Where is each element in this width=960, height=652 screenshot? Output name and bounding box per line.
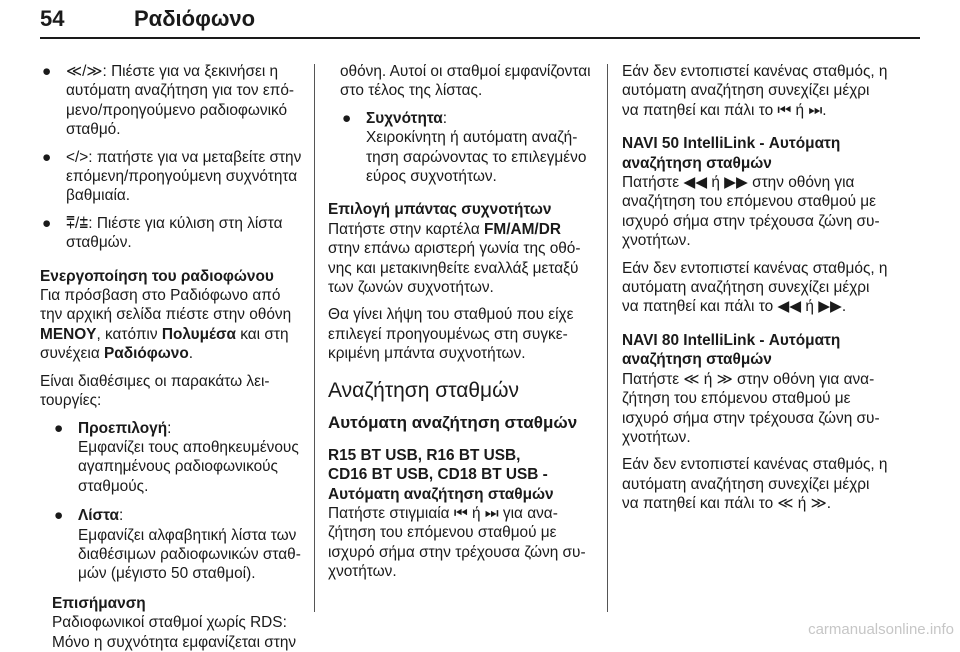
list-desc: Εμφανίζει αλφαβητική λίστα των διαθέσιμων ραδιοφωνικών σταθμών (μέγιστο 50 σταθμοί). <box>78 526 301 583</box>
text-span: και στη συνέχεια <box>40 325 289 363</box>
bullet-text: : Πιέστε για κύλιση στη λίστα σταθμών. <box>66 214 283 252</box>
paragraph-access <box>40 286 302 364</box>
paragraph-not-found-1: Εάν δεν εντοπιστεί κανένας σταθμός, η αυτόματη αναζήτηση συνεχίζει μέχρι να πατηθεί και πάλι το ⏮ ή ⏭. <box>622 63 888 119</box>
bullet-dot: ● <box>54 507 64 525</box>
text-span: Πατήστε στην καρτέλα <box>328 220 484 238</box>
bullet-list <box>40 506 302 525</box>
bullet-frequency <box>328 109 594 128</box>
paragraph-band-recall: Θα γίνει λήψη του σταθμού που είχε επιλεγεί προηγουμένως στη συγκεκριμένη μπάντα συχνοτήτων. <box>328 306 574 363</box>
preset-term: Προεπιλογή <box>78 419 168 437</box>
heading-models-2: CD16 BT USB, CD18 BT USB - <box>328 466 548 484</box>
paragraph-band <box>328 220 594 298</box>
column-3 <box>622 62 888 522</box>
heading-navi50-1: NAVI 50 IntelliLink - Αυτόματη <box>622 135 841 153</box>
text-span: : <box>442 109 448 127</box>
bullet-step <box>40 148 302 206</box>
bullet-dot: ● <box>42 214 52 232</box>
note-text: Ραδιοφωνικοί σταθμοί χωρίς RDS: Μόνο η συχνότητα εμφανίζεται στην <box>52 614 297 651</box>
heading-station-search: Αναζήτηση σταθμών <box>328 378 520 402</box>
step-icon: </> <box>66 148 89 166</box>
menu-term: MENOY <box>40 325 97 343</box>
heading-models-3: Αυτόματη αναζήτηση σταθμών <box>328 485 554 503</box>
page-header <box>40 6 920 36</box>
bullet-dot: ● <box>42 63 52 80</box>
column-2 <box>328 62 594 590</box>
watermark: carmanualsonline.info <box>808 621 954 638</box>
bullet-dot: ● <box>42 148 52 166</box>
bullet-text: : πατήστε για να μεταβείτε στην επόμενη/προηγούμενη συχνότητα βαθμιαία. <box>66 148 302 205</box>
bullet-dot: ● <box>342 109 352 127</box>
text-span: Για πρόσβαση στο Ραδιόφωνο από την αρχική σελίδα πιέστε στην οθόνη <box>40 287 292 324</box>
bullet-scroll <box>40 214 302 253</box>
header-rule <box>40 37 920 39</box>
heading-auto-search: Αυτόματη αναζήτηση σταθμών <box>328 412 578 432</box>
text-span: . <box>188 345 194 363</box>
paragraph-functions: Είναι διαθέσιμες οι παρακάτω λειτουργίες: <box>40 372 270 410</box>
bullet-text: : Πιέστε για να ξεκινήσει η αυτόματη αναζήτηση για τον επόμενο/προηγούμενο ραδιοφωνικό σταθμό. <box>66 63 295 139</box>
page-number: 54 <box>40 6 65 31</box>
frequency-desc: Χειροκίνητη ή αυτόματη αναζήτηση σαρώνοντας το επιλεγμένο εύρος συχνοτήτων. <box>366 129 587 186</box>
note-continuation: οθόνη. Αυτοί οι σταθμοί εμφανίζονται στο τέλος της λίστας. <box>340 63 591 100</box>
bullet-preset <box>40 419 302 438</box>
paragraph-models-seek: Πατήστε στιγμιαία ⏮ ή ⏭ για αναζήτηση του επόμενου σταθμού με ισχυρό σήμα στην τρέχουσα ζώνη συχνοτήτων. <box>328 504 586 581</box>
text-span: : <box>167 419 172 437</box>
heading-models-1: R15 BT USB, R16 BT USB, <box>328 446 521 464</box>
bullet-seek <box>40 62 302 140</box>
column-divider-2 <box>607 64 608 612</box>
text-span: , κατόπιν <box>96 325 162 343</box>
text-span: στην επάνω αριστερή γωνία της οθόνης και μετακινηθείτε εναλλάξ μεταξύ των ζωνών συχνοτήτων. <box>328 240 581 297</box>
list-term: Λίστα <box>78 507 119 525</box>
heading-navi50-2: αναζήτηση σταθμών <box>622 154 772 172</box>
column-1 <box>40 62 302 652</box>
multimedia-term: Πολυμέσα <box>161 325 236 343</box>
paragraph-not-found-2: Εάν δεν εντοπιστεί κανένας σταθμός, η αυτόματη αναζήτηση συνεχίζει μέχρι να πατηθεί και πάλι το ◀◀ ή ▶▶. <box>622 259 888 316</box>
note-heading: Επισήμανση <box>52 594 146 612</box>
paragraph-navi50-seek: Πατήστε ◀◀ ή ▶▶ στην οθόνη για αναζήτηση του επόμενου σταθμού με ισχυρό σήμα στην τρέχουσα ζώνη συχνοτήτων. <box>622 174 880 250</box>
scroll-icon: ⩱/⩲ <box>66 214 89 232</box>
seek-icon: ≪/≫ <box>66 63 103 80</box>
column-divider-1 <box>314 64 315 612</box>
bullet-dot: ● <box>54 419 64 437</box>
paragraph-not-found-3: Εάν δεν εντοπιστεί κανένας σταθμός, η αυτόματη αναζήτηση συνεχίζει μέχρι να πατηθεί και πάλι το ≪ ή ≫. <box>622 456 888 513</box>
radio-term: Ραδιόφωνο <box>104 345 189 363</box>
preset-desc: Εμφανίζει τους αποθηκευμένους αγαπημένους ραδιοφωνικούς σταθμούς. <box>78 438 299 495</box>
heading-navi80-1: NAVI 80 IntelliLink - Αυτόματη <box>622 331 841 349</box>
bands-term: FM/AM/DR <box>484 220 561 238</box>
text-span: : <box>118 507 124 525</box>
heading-activation: Ενεργοποίηση του ραδιοφώνου <box>40 267 274 285</box>
paragraph-navi80-seek: Πατήστε ≪ ή ≫ στην οθόνη για αναζήτηση του επόμενου σταθμού με ισχυρό σήμα στην τρέχουσα ζώνη συχνοτήτων. <box>622 370 880 446</box>
heading-band: Επιλογή μπάντας συχνοτήτων <box>328 201 552 219</box>
frequency-term: Συχνότητα <box>366 109 443 127</box>
heading-navi80-2: αναζήτηση σταθμών <box>622 351 772 369</box>
page-title: Ραδιόφωνο <box>134 6 256 31</box>
